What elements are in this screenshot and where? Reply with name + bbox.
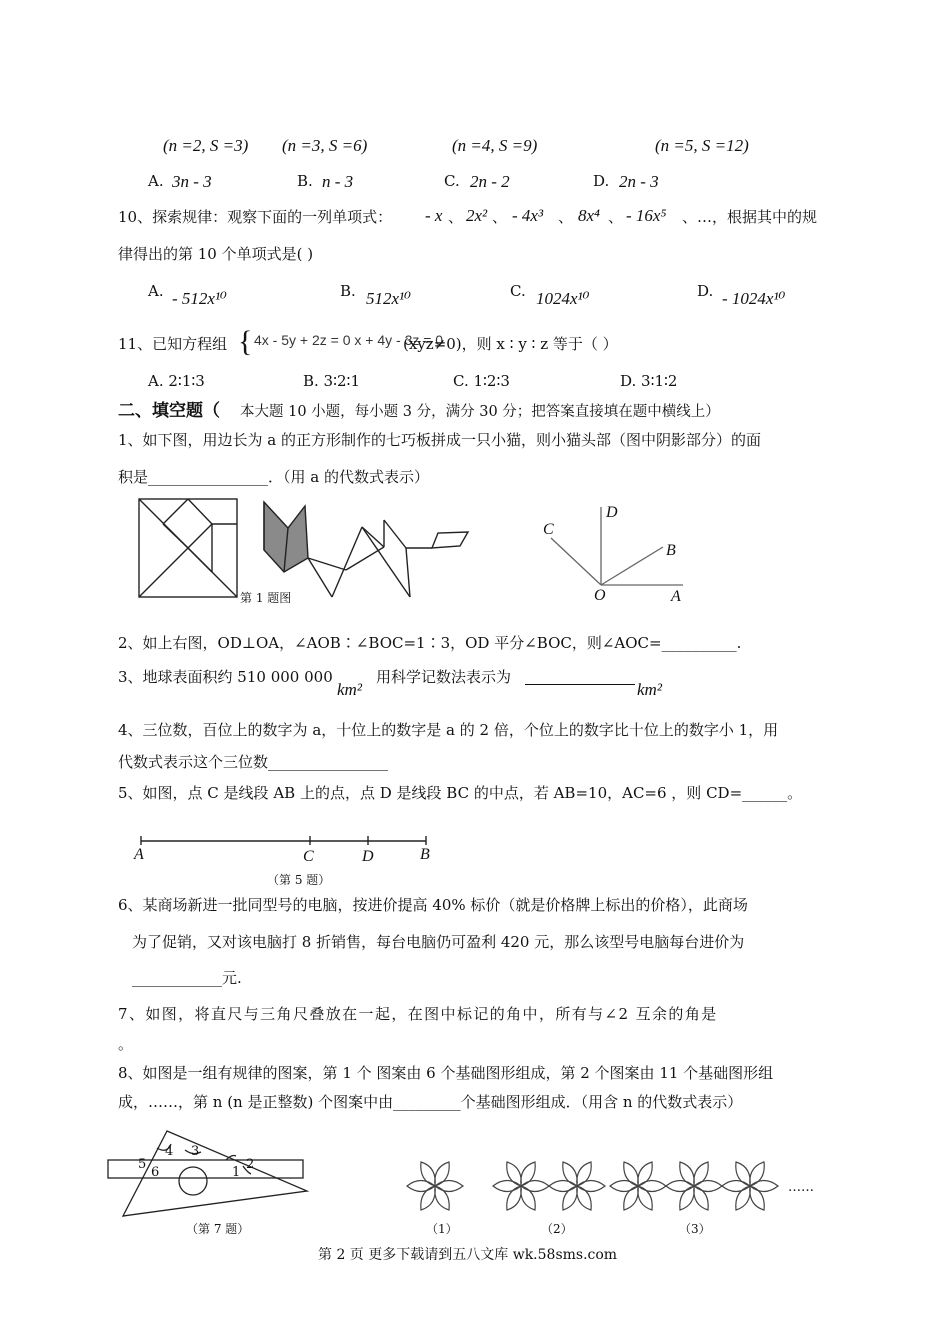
q11-condition: (xyz≠0)，则 x ∶ y ∶ z 等于（ ） (403, 335, 618, 353)
q9-option-d-expr: 2n - 3 (619, 172, 659, 191)
q9-case-1: (n =2, S =3) (163, 136, 249, 155)
q9-option-b-expr: n - 3 (322, 172, 354, 191)
fig7-angle-1: 1 (232, 1165, 241, 1180)
angle-label-d: D (606, 504, 618, 521)
angle-label-o: O (594, 587, 606, 604)
q9-case-3: (n =4, S =9) (452, 136, 538, 155)
q9-option-d-letter: D. (593, 172, 610, 190)
angle-label-c: C (543, 521, 554, 538)
fig7-angle-6: 6 (151, 1165, 160, 1180)
f2-text: 2、如上右图，OD⊥OA，∠AOB∶∠BOC=1∶3，OD 平分∠BOC，则∠AOC=__________. (118, 634, 742, 652)
q10-option-b-letter: B. (340, 282, 356, 300)
q10-option-d-expr: - 1024x¹⁰ (722, 289, 786, 308)
q10-option-d-letter: D. (697, 282, 714, 300)
f5-text: 5、如图，点 C 是线段 AB 上的点，点 D 是线段 BC 的中点，若 AB=10，AC=6 ，则 CD=______。 (118, 784, 803, 802)
f3-unit-2: km² (637, 680, 662, 699)
q10-option-c-letter: C. (510, 282, 526, 300)
q9-option-a-expr: 3n - 3 (172, 172, 212, 191)
q11-option-d: D. 3∶1∶2 (620, 372, 678, 390)
q10-option-b-expr: 512x¹⁰ (366, 289, 411, 308)
section-2-title: 二、填空题（ (118, 401, 220, 421)
segment-label-d: D (362, 848, 374, 865)
q11-option-b: B. 3∶2∶1 (303, 372, 360, 390)
f3-unit-1: km² (337, 680, 362, 699)
q9-option-a-letter: A. (148, 172, 164, 190)
q10-term-5: - 16x⁵ (626, 206, 667, 225)
q10-term-2: 2x² (466, 206, 488, 225)
left-brace-icon: { (238, 325, 253, 358)
q10-term-4: 8x⁴ (578, 206, 600, 225)
fig7-caption: （第 7 题） (186, 1222, 250, 1236)
q10-sep: 、 (448, 208, 464, 226)
q9-case-4: (n =5, S =12) (655, 136, 749, 155)
q10-term-3: - 4x³ (512, 206, 544, 225)
q10-text-b: 、…，根据其中的规 (682, 208, 818, 226)
section-2-description: 本大题 10 小题，每小题 3 分，满分 30 分；把答案直接填在题中横线上） (240, 404, 720, 420)
q10-sep: 、 (558, 208, 574, 226)
q9-case-2: (n =3, S =6) (282, 136, 368, 155)
f4-line2: 代数式表示这个三位数________________ (118, 753, 389, 771)
f8-line1: 8、如图是一组有规律的图案，第 1 个 图案由 6 个基础图形组成，第 2 个图案由 11 个基础图形组 (118, 1064, 774, 1082)
q11-prefix: 11、已知方程组 (118, 335, 228, 353)
f7-line1: 7、如图，将直尺与三角尺叠放在一起，在图中标记的角中，所有与∠2 互余的角是 (118, 1005, 718, 1023)
segment-label-c: C (303, 848, 314, 865)
f6-line1: 6、某商场新进一批同型号的电脑，按进价提高 40% 标价（就是价格牌上标出的价格），此商场 (118, 896, 748, 914)
q10-sep: 、 (492, 208, 508, 226)
fig8-caption-1: （1） (426, 1222, 458, 1236)
q9-option-c-letter: C. (444, 172, 460, 190)
angle-label-a: A (671, 588, 681, 605)
segment-label-a: A (134, 846, 144, 863)
fig8-caption-2: （2） (541, 1222, 573, 1236)
q10-line2: 律得出的第 10 个单项式是( ) (118, 245, 314, 263)
q11-equation-system: 4x - 5y + 2z = 0 x + 4y - 3z = 0 (254, 332, 444, 348)
fig8-caption-3: （3） (679, 1222, 711, 1236)
f6-line2: 为了促销，又对该电脑打 8 折销售，每台电脑仍可盈利 420 元，那么该型号电脑每台进价为 (132, 933, 745, 951)
q10-sep: 、 (608, 208, 624, 226)
fig7-angle-3: 3 (191, 1144, 200, 1159)
q10-text-a: 10、探索规律：观察下面的一列单项式： (118, 208, 393, 226)
segment-label-b: B (420, 846, 430, 863)
q9-option-b-letter: B. (297, 172, 313, 190)
f1-line1: 1、如下图，用边长为 a 的正方形制作的七巧板拼成一只小猫，则小猫头部（图中阴影部分）的面 (118, 431, 762, 449)
f5-caption: （第 5 题） (267, 873, 331, 887)
f6-line3: ____________元. (132, 969, 242, 987)
f4-line1: 4、三位数，百位上的数字为 a，十位上的数字是 a 的 2 倍，个位上的数字比十位上的数字小 1，用 (118, 721, 779, 739)
f3-text-a: 3、地球表面积约 510 000 000 (118, 668, 333, 686)
fig7-angle-5: 5 (138, 1157, 147, 1172)
q10-option-c-expr: 1024x¹⁰ (536, 289, 590, 308)
f7-line2: 。 (118, 1035, 134, 1053)
angle-label-b: B (666, 542, 676, 559)
fig7-angle-2: 2 (246, 1157, 255, 1172)
f1-caption: 第 1 题图 (240, 591, 292, 605)
q11-option-a: A. 2∶1∶3 (148, 372, 205, 390)
fig8-ellipsis: …… (788, 1180, 814, 1195)
q10-option-a-letter: A. (148, 282, 164, 300)
f3-text-b: 用科学记数法表示为 (376, 668, 512, 686)
q10-term-1: - x (425, 206, 443, 225)
f8-line2: 成，……，第 n (n 是正整数) 个图案中由_________个基础图形组成．（用含 n 的代数式表示） (118, 1093, 743, 1111)
q10-option-a-expr: - 512x¹⁰ (172, 289, 227, 308)
f1-line2: 积是________________．（用 a 的代数式表示） (118, 468, 429, 486)
page-footer[interactable]: 第 2 页 更多下载请到五八文库 wk.58sms.com (318, 1247, 618, 1263)
q9-option-c-expr: 2n - 2 (470, 172, 510, 191)
q11-option-c: C. 1∶2∶3 (453, 372, 510, 390)
fig7-angle-4: 4 (165, 1144, 174, 1159)
